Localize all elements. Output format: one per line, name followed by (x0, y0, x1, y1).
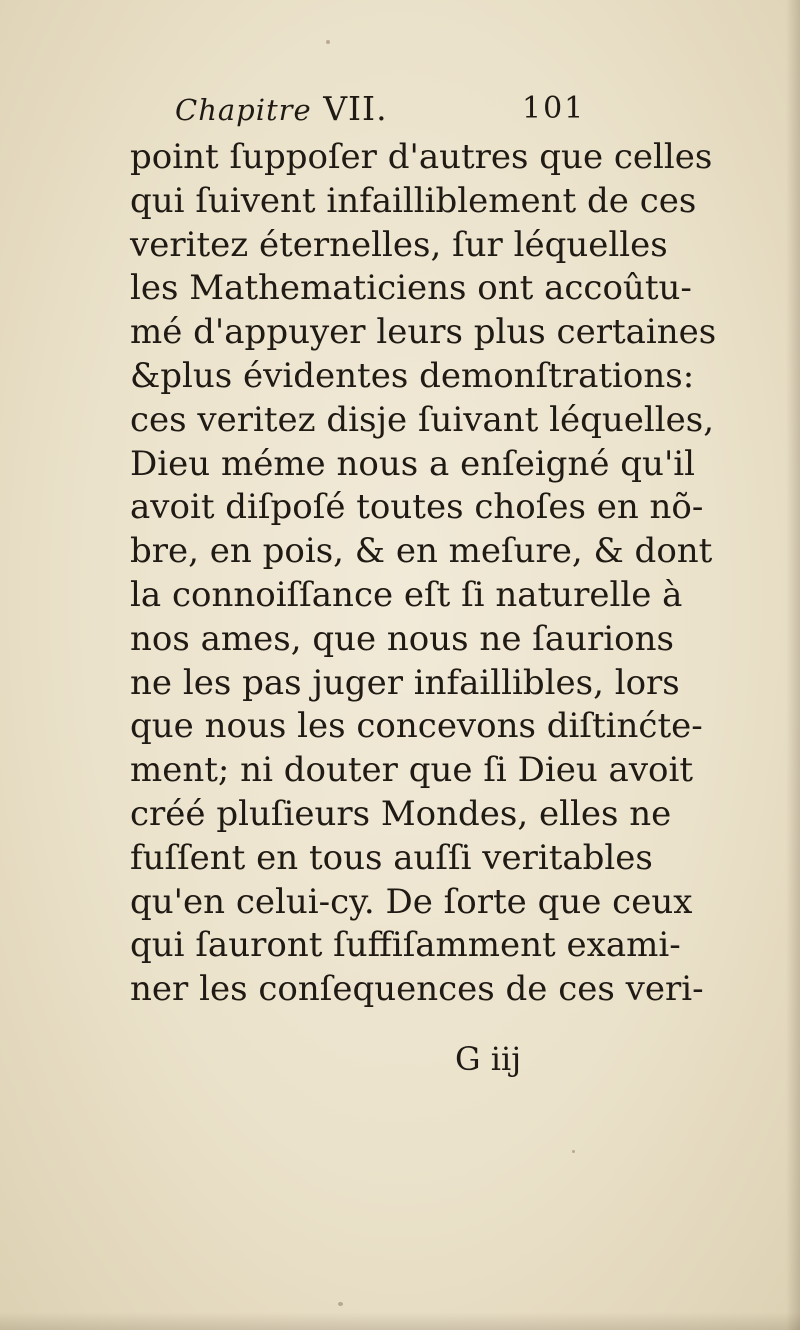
text-line: la connoiſſance eſt ſi naturelle à (130, 574, 683, 615)
text-line: ces veritez disje ſuivant léquelles, (130, 399, 715, 440)
page-edge-shadow (786, 0, 800, 1330)
text-line: les Mathematiciens ont accoûtu- (130, 268, 692, 309)
text-line: bre, en pois, & en meſure, & dont (130, 531, 713, 572)
text-line: qui ſuivent infailliblement de ces (130, 180, 697, 221)
text-line: fuſſent en tous auſſi veritables (130, 837, 653, 878)
body-text (130, 136, 717, 1012)
text-line: avoit diſpoſé toutes choſes en nõ- (130, 487, 704, 528)
text-line: créé pluſieurs Mondes, elles ne (130, 793, 672, 834)
page-number: 101 (522, 91, 586, 126)
text-line: que nous les concevons diſtinćte- (130, 706, 703, 747)
text-line: &plus évidentes demonſtrations: (130, 355, 695, 396)
text-line: ner les conſequences de ces veri- (130, 969, 704, 1010)
text-line: ment; ni douter que ſi Dieu avoit (130, 750, 694, 791)
text-line: ne les pas juger infaillibles, lors (130, 662, 680, 703)
paper-speck (338, 1302, 343, 1306)
text-line: veritez éternelles, ſur léquelles (130, 224, 668, 265)
chapter-word: Chapitre (175, 93, 312, 127)
chapter-heading (175, 84, 388, 135)
running-head (140, 84, 590, 134)
text-line: qu'en celui-cy. De ſorte que ceux (130, 881, 693, 922)
text-line: Dieu méme nous a enſeigné qu'il (130, 443, 696, 484)
text-line: nos ames, que nous ne ſaurions (130, 618, 674, 659)
paper-speck (326, 40, 330, 44)
chapter-number: VII. (323, 89, 388, 128)
signature-mark: G iij (455, 1040, 522, 1078)
text-line: mé d'appuyer leurs plus certaines (130, 312, 717, 353)
text-line: point ſuppoſer d'autres que celles (130, 137, 713, 177)
page-bottom-shadow (0, 1312, 800, 1330)
text-line: qui ſauront ſuffiſamment exami- (130, 925, 681, 966)
paper-speck (572, 1150, 575, 1153)
